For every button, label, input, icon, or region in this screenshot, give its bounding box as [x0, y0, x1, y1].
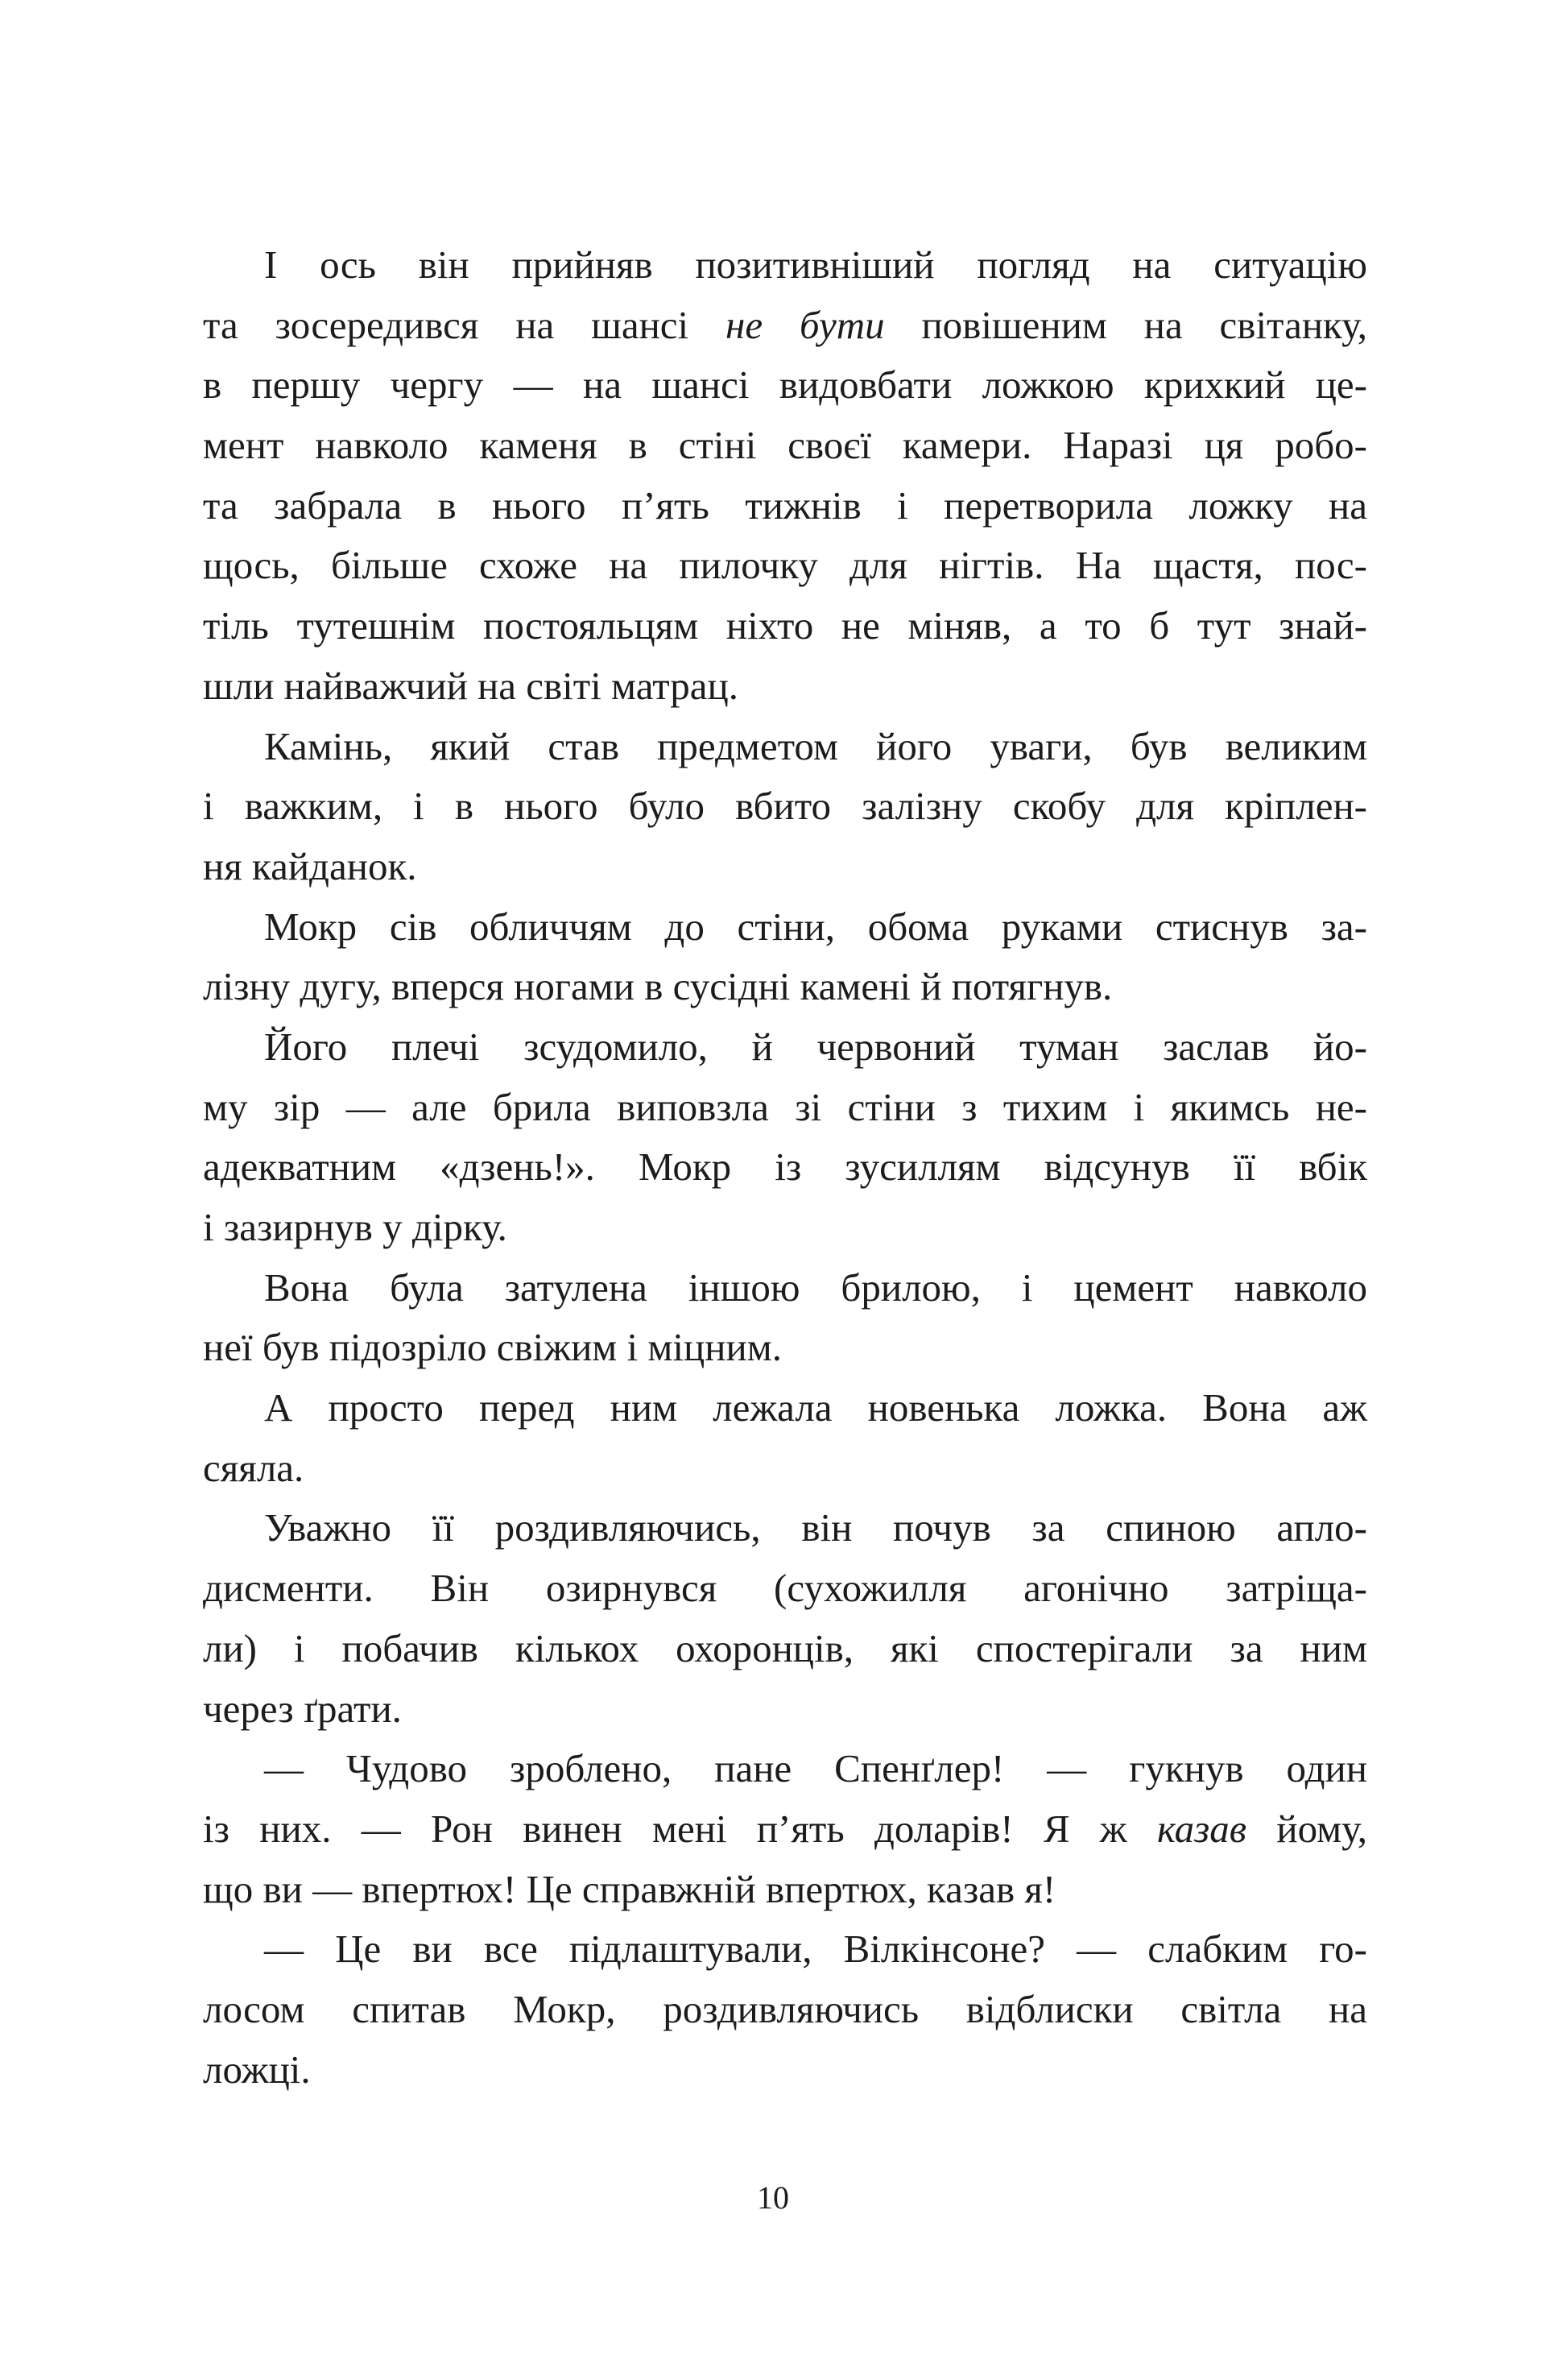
- text-segment: адекватним «дзень!». Мокр із зусиллям відсунув її вбік: [203, 1144, 1367, 1190]
- text-line: [203, 957, 1367, 1017]
- text-line: [203, 476, 1367, 536]
- text-segment: лізну дугу, вперся ногами в сусідні камені й потягнув.: [203, 964, 1113, 1009]
- text-line: [203, 235, 1367, 296]
- text-line: [203, 2040, 1367, 2101]
- text-segment: і зазирнув у дірку.: [203, 1205, 507, 1249]
- text-line: [203, 296, 1367, 356]
- text-line: [203, 897, 1367, 958]
- text-segment: му зір — але брила виповзла зі стіни з тихим і якимсь не-: [203, 1084, 1367, 1129]
- text-segment: і важким, і в нього було вбито залізну скобу для кріплен-: [203, 784, 1367, 829]
- text-line: [203, 1799, 1367, 1860]
- paragraph: [203, 1919, 1367, 2100]
- text-segment: та забрала в нього п’ять тижнів і перетворила ложку на: [203, 482, 1367, 528]
- paragraph: [203, 1017, 1367, 1258]
- text-line: [203, 1860, 1367, 1920]
- text-line: [203, 536, 1367, 596]
- text-line: [203, 837, 1367, 897]
- text-line: [203, 1378, 1367, 1438]
- text-line: [203, 596, 1367, 656]
- text-line: [203, 1137, 1367, 1198]
- text-line: [203, 717, 1367, 777]
- text-line: [203, 1679, 1367, 1740]
- paragraph: [203, 1258, 1367, 1378]
- text-segment: ня кайданок.: [203, 843, 417, 888]
- text-segment: тіль тутешнім постояльцям ніхто не міняв, а то б тут знай-: [203, 603, 1367, 648]
- text-segment: із них. — Рон винен мені п’ять доларів! Я ж: [203, 1806, 1157, 1851]
- text-segment: Мокр сів обличчям до стіни, обома руками стиснув за-: [264, 904, 1367, 949]
- text-line: [203, 355, 1367, 416]
- text-line: [203, 1498, 1367, 1558]
- text-line: [203, 1198, 1367, 1258]
- paragraph: [203, 235, 1367, 717]
- text-line: [203, 1619, 1367, 1679]
- text-line: [203, 1980, 1367, 2040]
- text-line: [203, 1558, 1367, 1619]
- text-segment: — Чудово зроблено, пане Спенґлер! — гукнув один: [264, 1746, 1367, 1791]
- text-segment: шли найважчий на світі матрац.: [203, 663, 738, 708]
- paragraph: [203, 1498, 1367, 1739]
- text-line: [203, 416, 1367, 476]
- body-text: [203, 235, 1367, 2100]
- text-segment: йому,: [1246, 1806, 1367, 1851]
- text-segment: Уважно її роздивляючись, він почув за спиною апло-: [264, 1505, 1367, 1550]
- paragraph: [203, 897, 1367, 1017]
- paragraph: [203, 1739, 1367, 1919]
- text-segment: І ось він прийняв позитивніший погляд на ситуацію: [264, 242, 1367, 287]
- text-segment: А просто перед ним лежала новенька ложка. Вона аж: [264, 1385, 1367, 1430]
- text-segment: та зосередився на шансі: [203, 302, 726, 347]
- italic-text: казав: [1156, 1806, 1247, 1851]
- text-segment: що ви — впертюх! Це справжній впертюх, казав я!: [203, 1866, 1056, 1911]
- text-line: [203, 1318, 1367, 1378]
- text-segment: мент навколо каменя в стіні своєї камери. Наразі ця робо-: [203, 423, 1367, 468]
- paragraph: [203, 1378, 1367, 1498]
- text-segment: лосом спитав Мокр, роздивляючись відблиски світла на: [203, 1986, 1367, 2031]
- paragraph: [203, 717, 1367, 897]
- text-line: [203, 1078, 1367, 1138]
- text-segment: Вона була затулена іншою брилою, і цемент навколо: [264, 1265, 1367, 1310]
- text-segment: Його плечі зсудомило, й червоний туман заслав йо-: [264, 1024, 1367, 1069]
- text-line: [203, 656, 1367, 717]
- text-segment: сяяла.: [203, 1445, 304, 1490]
- text-segment: ли) і побачив кількох охоронців, які спостерігали за ним: [203, 1625, 1367, 1670]
- text-segment: — Це ви все підлаштували, Вілкінсоне? — слабким го-: [264, 1927, 1367, 1972]
- text-line: [203, 1739, 1367, 1799]
- text-segment: в першу чергу — на шансі видовбати ложкою крихкий це-: [203, 362, 1367, 408]
- text-line: [203, 1438, 1367, 1499]
- text-segment: ложці.: [203, 2047, 311, 2092]
- text-segment: через ґрати.: [203, 1686, 402, 1731]
- text-segment: Камінь, який став предметом його уваги, був великим: [264, 723, 1367, 768]
- text-line: [203, 1258, 1367, 1318]
- text-segment: дисменти. Він озирнувся (сухожилля агонічно затріща-: [203, 1566, 1367, 1611]
- italic-text: не бути: [725, 302, 885, 347]
- text-segment: щось, більше схоже на пилочку для нігтів. На щастя, пос-: [203, 543, 1367, 588]
- text-line: [203, 1919, 1367, 1980]
- text-line: [203, 776, 1367, 837]
- text-segment: неї був підозріло свіжим і міцним.: [203, 1325, 782, 1370]
- text-line: [203, 1017, 1367, 1078]
- text-segment: повішеним на світанку,: [884, 302, 1367, 347]
- page-number: 10: [757, 2179, 789, 2216]
